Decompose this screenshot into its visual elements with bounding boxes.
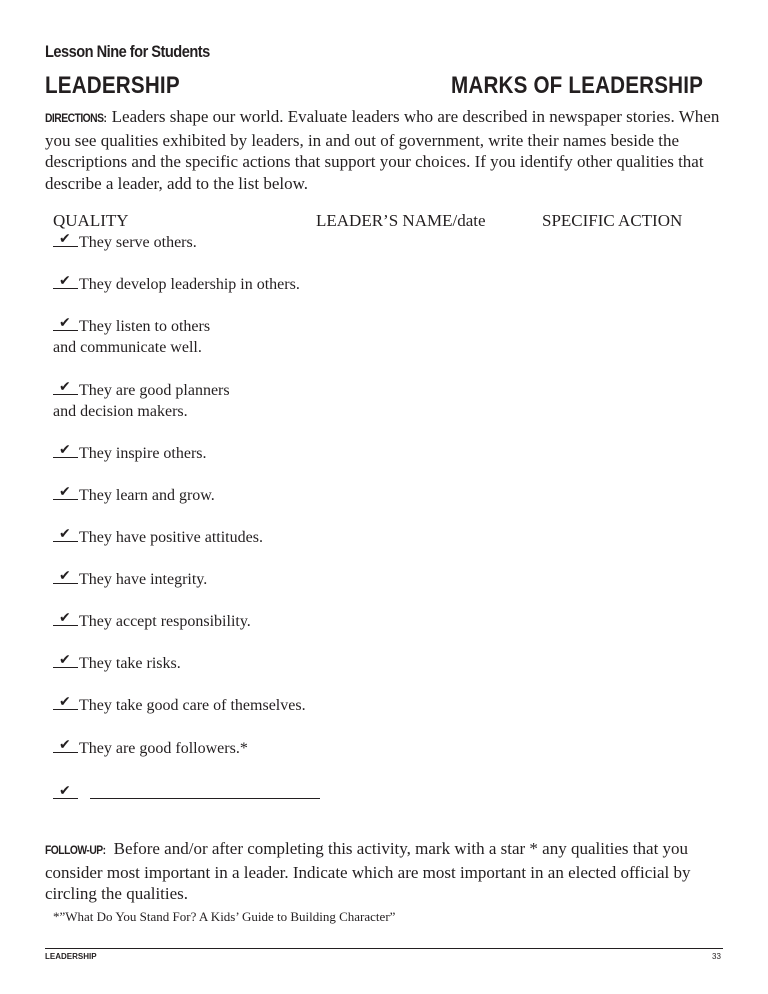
quality-text: They take good care of themselves.: [79, 697, 306, 714]
check-blank[interactable]: [53, 653, 78, 668]
check-blank[interactable]: [53, 611, 78, 626]
lesson-subtitle: Lesson Nine for Students: [45, 42, 210, 61]
check-blank[interactable]: [53, 316, 78, 331]
quality-item: [53, 569, 207, 590]
check-mark-icon: ✔: [59, 273, 71, 289]
quality-text: They accept responsibility.: [79, 613, 251, 630]
quality-item: [53, 738, 248, 759]
footer-page-number: 33: [712, 952, 721, 961]
quality-text: They are good followers.*: [79, 740, 248, 757]
quality-item: [53, 232, 197, 253]
check-blank[interactable]: [53, 695, 78, 710]
check-blank[interactable]: [53, 443, 78, 458]
quality-text: They learn and grow.: [79, 487, 215, 504]
check-blank[interactable]: [53, 784, 78, 799]
check-mark-icon: ✔: [59, 526, 71, 542]
check-blank[interactable]: [53, 738, 78, 753]
quality-text-continued: and decision makers.: [53, 403, 188, 420]
quality-text-continued: and communicate well.: [53, 339, 202, 356]
quality-text: They listen to others: [79, 318, 211, 335]
footnote: *”What Do You Stand For? A Kids’ Guide to Building Character”: [53, 909, 396, 924]
quality-item: [53, 653, 181, 674]
followup-text: Before and/or after completing this activity, mark with a star * any qualities that you consider most important in a leader. Indicate which are most important in an elected official by circling the qualities.: [45, 839, 691, 903]
quality-item: [53, 443, 207, 464]
quality-text: They have integrity.: [79, 571, 208, 588]
column-header-quality: QUALITY: [53, 211, 129, 230]
directions-text: Leaders shape our world. Evaluate leaders who are described in newspaper stories. When you see qualities exhibited by leaders, in and out of government, write their names beside the descriptions and the specific actions that support your choices. If you identify other qualities that describe a leader, add to the list below.: [45, 107, 720, 193]
check-mark-icon: ✔: [59, 484, 71, 500]
quality-text: They take risks.: [79, 655, 181, 672]
followup-paragraph: [45, 838, 735, 905]
check-blank[interactable]: [53, 527, 78, 542]
check-mark-icon: ✔: [59, 231, 71, 247]
quality-item: [53, 274, 300, 295]
quality-item: [53, 695, 306, 716]
quality-item: [53, 380, 230, 422]
check-blank[interactable]: [53, 380, 78, 395]
page-title: LEADERSHIP: [45, 72, 180, 99]
quality-item: [53, 527, 263, 548]
check-blank[interactable]: [53, 569, 78, 584]
check-blank[interactable]: [53, 274, 78, 289]
custom-quality-item: [53, 784, 79, 805]
quality-item: [53, 485, 215, 506]
quality-text: They have positive attitudes.: [79, 529, 263, 546]
check-blank[interactable]: [53, 485, 78, 500]
check-mark-icon: ✔: [59, 737, 71, 753]
quality-item: [53, 611, 251, 632]
column-header-leader-name: LEADER’S NAME/date: [316, 211, 486, 230]
directions-label: DIRECTIONS:: [45, 111, 107, 125]
check-mark-icon: ✔: [59, 442, 71, 458]
quality-text: They serve others.: [79, 234, 197, 251]
custom-quality-write-line[interactable]: [90, 798, 320, 799]
quality-text: They develop leadership in others.: [79, 276, 300, 293]
check-mark-icon: ✔: [59, 610, 71, 626]
quality-text: They inspire others.: [79, 445, 207, 462]
check-mark-icon: ✔: [59, 315, 71, 331]
column-header-specific-action: SPECIFIC ACTION: [542, 211, 683, 230]
activity-title: MARKS OF LEADERSHIP: [451, 72, 704, 99]
quality-text: They are good planners: [79, 382, 230, 399]
check-mark-icon: ✔: [59, 379, 71, 395]
check-blank[interactable]: [53, 232, 78, 247]
check-mark-icon: ✔: [59, 568, 71, 584]
quality-item: [53, 316, 210, 358]
footer-section-label: LEADERSHIP: [45, 952, 97, 961]
footer-divider: [45, 948, 723, 949]
check-mark-icon: ✔: [59, 783, 71, 799]
directions-paragraph: [45, 106, 730, 194]
check-mark-icon: ✔: [59, 694, 71, 710]
check-mark-icon: ✔: [59, 652, 71, 668]
followup-label: FOLLOW-UP:: [45, 843, 106, 857]
